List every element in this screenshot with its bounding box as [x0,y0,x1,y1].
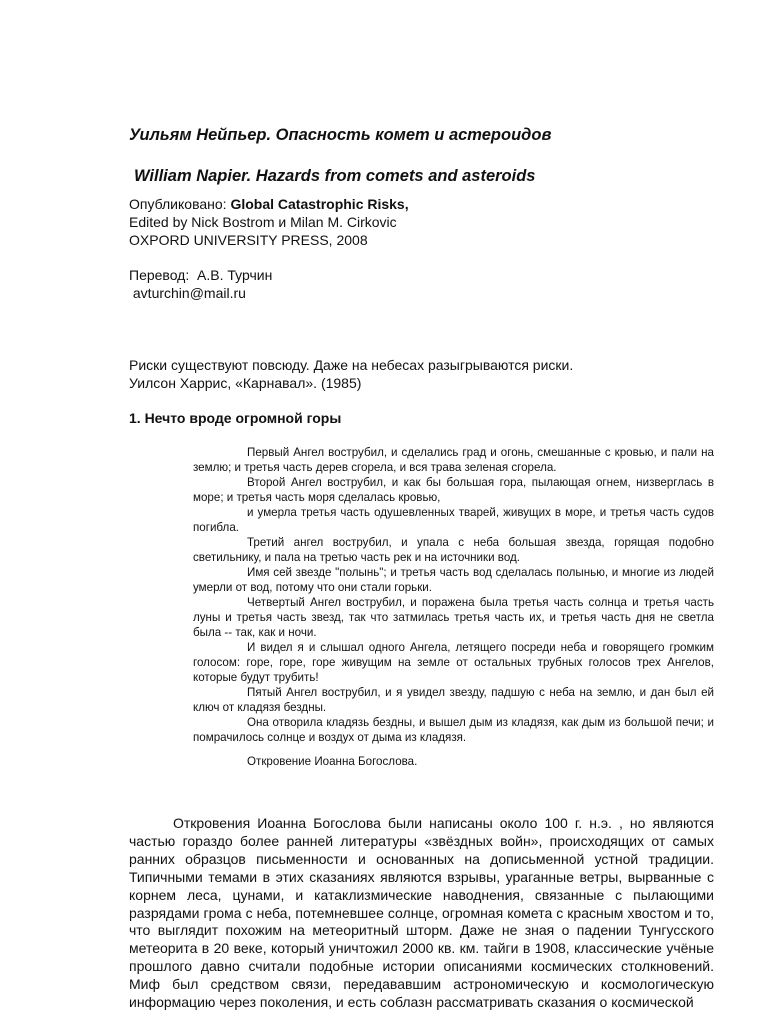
quote-paragraph: Второй Ангел вострубил, и как бы большая гора, пылающая огнем, низверглась в море; и третья часть моря сделалась кровью, [193,476,714,504]
publisher-line: OXPORD UNIVERSITY PRESS, 2008 [129,232,368,248]
title-russian: Уильям Нейпьер. Опасность комет и астероидов [129,126,552,144]
publication-info [129,195,409,249]
quote-paragraph: Четвертый Ангел вострубил, и поражена была третья часть солнца и третья часть луны и третья часть звезд, так что затмилась третья часть их, и третья часть дня не светла была -- так, как и ночи. [193,596,714,639]
body-paragraph: Откровения Иоанна Богослова были написаны около 100 г. н.э. , но являются частью гораздо более ранней литературы «звёздных войн», происходящих от самых ранних образцов письменности и основанных на дописьменной устной традиции. Типичными темами в этих сказаниях являются взрывы, ураганные ветры, вырванные с корнем леса, цунами, и катаклизмические наводнения, связанные с пылающими разрядами грома с неба, потемневшее солнце, огромная комета с красным хвостом и то, что выглядит похожим на метеоритный шторм. Даже не зная о падении Тунгусского метеорита в 20 веке, который уничтожил 2000 кв. км. тайги в 1908, классические учёные прошлого давно считали подобные истории описаниями космических столкновений. Миф был средством связи, передававшим астрономическую и космологическую информацию через поколения, и есть соблазн рассматривать сказания о космической [129,815,714,1011]
published-book-title: Global Catastrophic Risks, [230,196,409,212]
quote-source: Откровение Иоанна Богослова. [247,755,418,768]
translator-line: Перевод: А.В. Турчин [129,267,273,283]
epigraph [129,356,573,392]
published-line [129,195,409,213]
section-heading: 1. Нечто вроде огромной горы [129,410,342,426]
translation-info [129,266,272,302]
quote-paragraph: Она отворила кладязь бездны, и вышел дым из кладязя, как дым из большой печи; и помрачилось солнце и воздух от дыма из кладязя. [193,716,714,744]
body-text [129,815,714,1012]
quote-paragraph: и умерла третья часть одушевленных тварей, живущих в море, и третья часть судов погибла. [193,506,714,534]
edited-by-line: Edited by Nick Bostrom и Milan M. Cirkovic [129,214,397,230]
quote-paragraph: Первый Ангел вострубил, и сделались град и огонь, смешанные с кровью, и пали на землю; и третья часть дерев сгорела, и вся трава зеленая сгорела. [193,446,714,474]
quote-paragraph: Пятый Ангел вострубил, и я увидел звезду, падшую с неба на землю, и дан был ей ключ от кладязя бездны. [193,686,714,714]
scripture-quote [193,445,714,745]
quote-paragraph: И видел я и слышал одного Ангела, летящего посреди неба и говорящего громким голосом: горе, горе, горе живущим на земле от остальных трубных голосов трех Ангелов, которые будут трубить! [193,641,714,684]
epigraph-quote: Риски существуют повсюду. Даже на небесах разыгрываются риски. [129,357,574,373]
translator-email: avturchin@mail.ru [129,285,246,301]
title-english: William Napier. Hazards from comets and asteroids [134,167,536,185]
quote-paragraph: Имя сей звезде "полынь"; и третья часть вод сделалась полынью, и многие из людей умерли от вод, потому что они стали горьки. [193,566,714,594]
epigraph-attribution: Уилсон Харрис, «Карнавал». (1985) [129,375,362,391]
quote-paragraph: Третий ангел вострубил, и упала с неба большая звезда, горящая подобно светильнику, и пала на третью часть рек и на источники вод. [193,536,714,564]
published-label: Опубликовано: [129,196,231,212]
